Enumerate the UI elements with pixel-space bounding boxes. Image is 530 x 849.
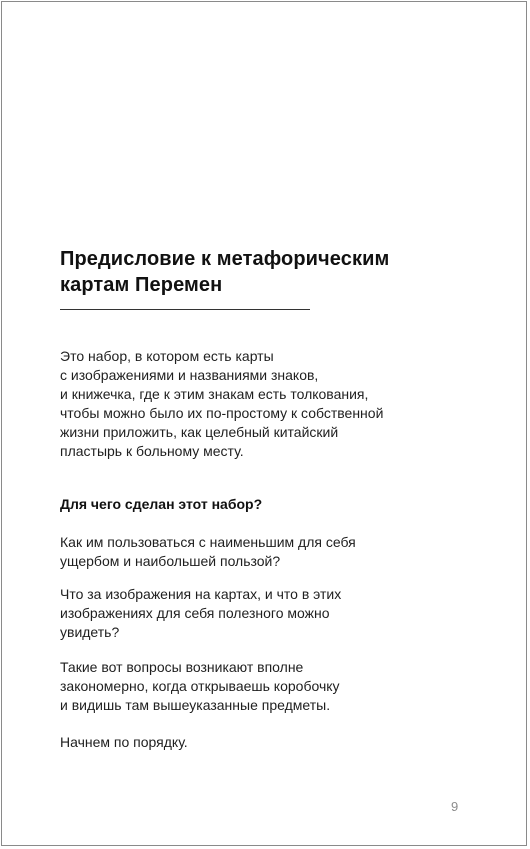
text-line: Что за изображения на картах, и что в этих [60, 586, 342, 602]
page-title [60, 246, 500, 298]
text-line: закономерно, когда открываешь коробочку [60, 678, 340, 694]
text-line: Это набор, в котором есть карты [60, 348, 274, 364]
text-line: Начнем по порядку. [60, 734, 188, 750]
text-line: Такие вот вопросы возникают вполне [60, 659, 304, 675]
page-title-line: картам Перемен [60, 274, 223, 296]
text-line: с изображениями и названиями знаков, [60, 367, 319, 383]
body-paragraph [60, 733, 490, 752]
text-line: и книжечка, где к этим знакам есть толкования, [60, 386, 369, 402]
text-line: чтобы можно было их по-простому к собственной [60, 405, 384, 421]
text-line: и видишь там вышеуказанные предметы. [60, 697, 331, 713]
text-line: изображениях для себя полезного можно [60, 605, 330, 621]
intro-paragraph [60, 347, 490, 461]
text-line: ущербом и наибольшей пользой? [60, 553, 281, 569]
page-number: 9 [451, 799, 459, 814]
page-title-line: Предисловие к метафорическим [60, 248, 390, 270]
text-line: Как им пользоваться с наименьшим для себя [60, 534, 356, 550]
title-divider [60, 309, 310, 310]
body-paragraph [60, 533, 490, 571]
section-heading: Для чего сделан этот набор? [60, 496, 263, 512]
text-line: пластырь к больному месту. [60, 443, 244, 459]
text-line: жизни приложить, как целебный китайский [60, 424, 339, 440]
body-paragraph [60, 658, 490, 715]
body-paragraph [60, 585, 490, 642]
text-line: увидеть? [60, 624, 120, 640]
